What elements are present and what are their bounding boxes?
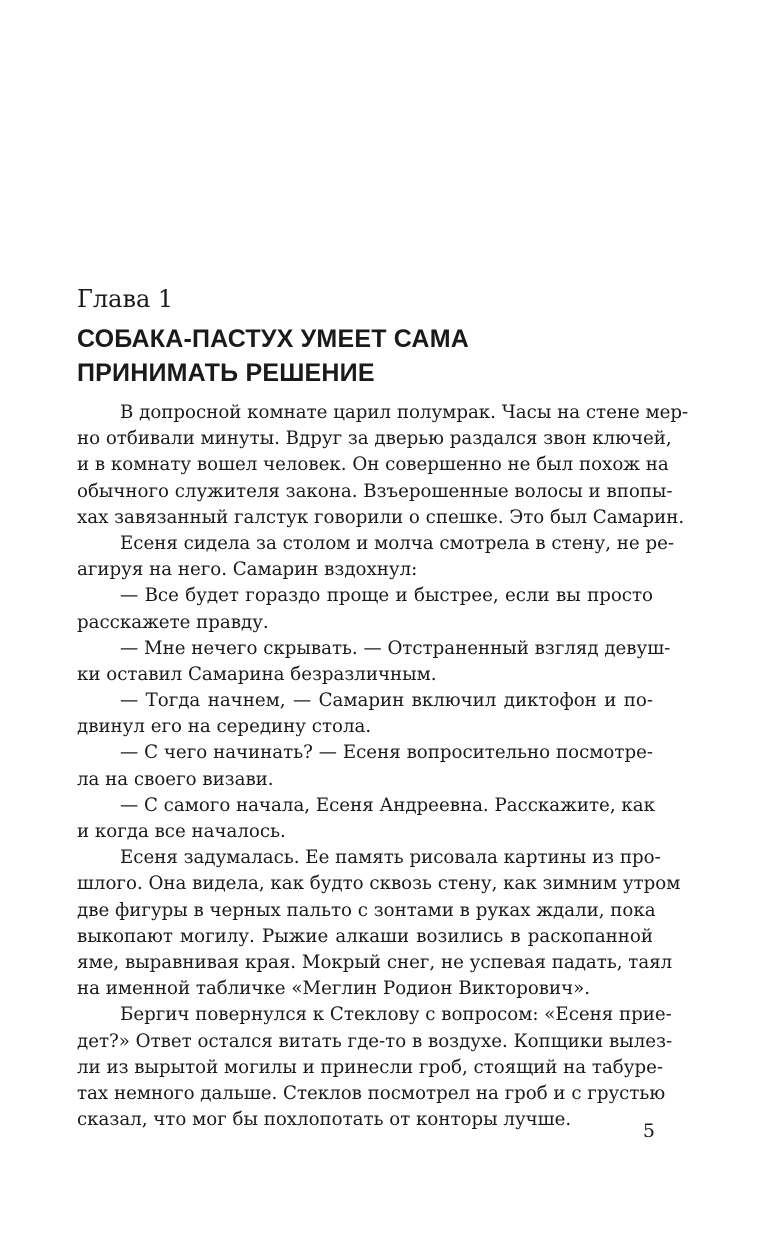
text-line: ли из вырытой могилы и принесли гроб, стоящий на табуре- bbox=[77, 1056, 663, 1078]
text-line: и когда все началось. bbox=[77, 821, 286, 842]
text-line: агируя на него. Самарин вздохнул: bbox=[77, 559, 418, 581]
text-line: — Все будет гораздо проще и быстрее, если вы просто bbox=[120, 585, 653, 607]
text-line: выкопают могилу. Рыжие алкаши возились в раскопанной bbox=[77, 925, 653, 947]
text-line: двинул его на середину стола. bbox=[77, 716, 372, 738]
text-line: Есеня задумалась. Ее память рисовала картины из про- bbox=[120, 847, 661, 869]
chapter-label: Глава 1 bbox=[77, 285, 174, 313]
text-line: дет?» Ответ остался витать где-то в воздухе. Копщики вылез- bbox=[77, 1030, 673, 1052]
chapter-title bbox=[77, 322, 469, 390]
text-line: и в комнату вошел человек. Он совершенно не был похож на bbox=[77, 454, 669, 476]
page-number: 5 bbox=[642, 1120, 655, 1142]
text-line: Есеня сидела за столом и молча смотрела в стену, не ре- bbox=[120, 532, 674, 554]
text-line: В допросной комнате царил полумрак. Часы на стене мер- bbox=[120, 402, 689, 423]
text-line: сказал, что мог бы похлопотать от конторы лучше. bbox=[77, 1109, 572, 1131]
text-line: ки оставил Самарина безразличным. bbox=[77, 663, 437, 685]
text-line: обычного служителя закона. Взъерошенные волосы и впопы- bbox=[77, 480, 673, 502]
text-line: две фигуры в черных пальто с зонтами в руках ждали, пока bbox=[77, 899, 656, 921]
text-line: тах немного дальше. Стеклов посмотрел на гроб и с грустью bbox=[77, 1082, 666, 1104]
chapter-title-line: СОБАКА-ПАСТУХ УМЕЕТ САМА bbox=[77, 325, 469, 353]
text-line: хах завязанный галстук говорили о спешке. Это был Самарин. bbox=[77, 506, 685, 528]
text-line: — С самого начала, Есеня Андреевна. Расскажите, как bbox=[120, 794, 655, 816]
body-text bbox=[77, 400, 689, 1133]
text-line: ла на своего визави. bbox=[77, 768, 274, 790]
text-line: шлого. Она видела, как будто сквозь стену, как зимним утром bbox=[77, 873, 681, 895]
chapter-title-line: ПРИНИМАТЬ РЕШЕНИЕ bbox=[77, 359, 375, 387]
text-line: Бергич повернулся к Стеклову с вопросом: «Есеня прие- bbox=[120, 1004, 672, 1026]
text-line: расскажете правду. bbox=[77, 611, 269, 633]
text-line: — Тогда начнем, — Самарин включил диктофон и по- bbox=[120, 690, 653, 712]
text-line: — Мне нечего скрывать. — Отстраненный взгляд девуш- bbox=[120, 637, 671, 659]
text-line: на именной табличке «Меглин Родион Викторович». bbox=[77, 978, 591, 1000]
text-line: но отбивали минуты. Вдруг за дверью раздался звон ключей, bbox=[77, 428, 672, 450]
text-line: яме, выравнивая края. Мокрый снег, не успевая падать, таял bbox=[77, 951, 673, 973]
text-line: — С чего начинать? — Есеня вопросительно посмотре- bbox=[120, 742, 653, 764]
